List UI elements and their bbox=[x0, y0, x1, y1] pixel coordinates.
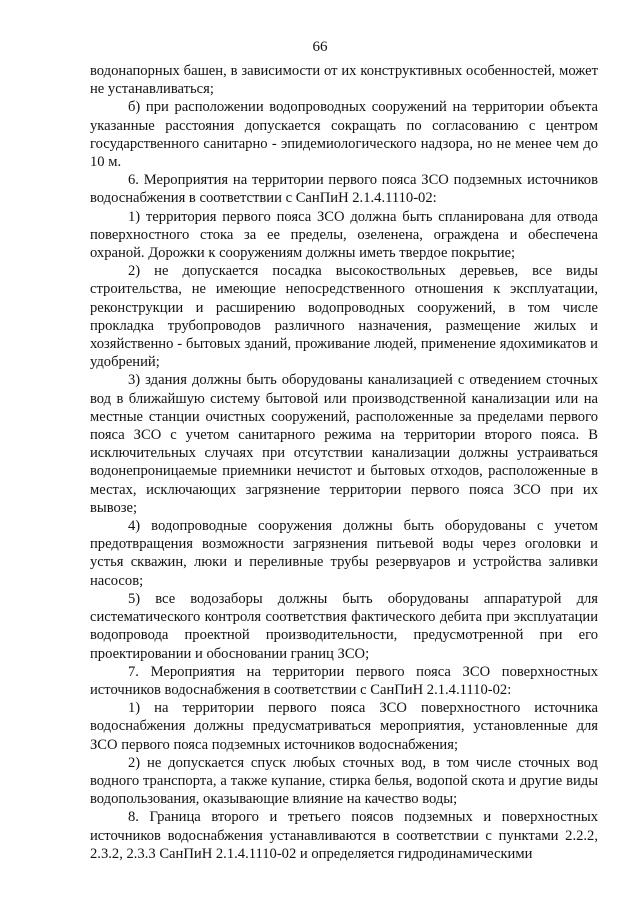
page-number: 66 bbox=[312, 39, 328, 55]
list-item-paragraph: 2) не допускается посадка высокоствольных деревьев, все виды строительства, не имеющие непосредственного отношения к эксплуатации, реконструкции и расширению водопроводных сооружений, в том числе прокладка трубопроводов различного назначения, размещение жилых и хозяйственно - бытовых зданий, проживание людей, применение ядохимикатов и удобрений; bbox=[90, 263, 598, 371]
section-heading-paragraph: 8. Граница второго и третьего поясов подземных и поверхностных источников водоснабжения устанавливаются в соответствии с пунктами 2.2.2, 2.3.2, 2.3.3 СанПиН 2.1.4.1110-02 и определяется гидродинамическими bbox=[90, 809, 598, 862]
document-body bbox=[90, 62, 598, 863]
list-item-paragraph: 3) здания должны быть оборудованы канализацией с отведением сточных вод в ближайшую систему бытовой или производственной канализации или на местные станции очистных сооружений, расположенные за пределами первого пояса ЗСО с учетом санитарного режима на территории второго пояса. В исключительных случаях при отсутствии канализации должны устраиваться водонепроницаемые приемники нечистот и бытовых отходов, расположенные в местах, исключающих загрязнение территории первого пояса ЗСО при их вывозе; bbox=[90, 372, 598, 516]
list-item-paragraph: 5) все водозаборы должны быть оборудованы аппаратурой для систематического контроля соответствия фактического дебита при эксплуатации водопровода проектной производительности, предусмотренной при его проектировании и обосновании границ ЗСО; bbox=[90, 590, 598, 662]
list-item-paragraph: 1) территория первого пояса ЗСО должна быть спланирована для отвода поверхностного стока за ее пределы, озеленена, ограждена и обеспечена охраной. Дорожки к сооружениям должны иметь твердое покрытие; bbox=[90, 208, 598, 262]
list-item-paragraph: 1) на территории первого пояса ЗСО поверхностного источника водоснабжения должны предусматриваться мероприятия, установленные для ЗСО первого пояса подземных источников водоснабжения; bbox=[90, 700, 598, 753]
list-item-paragraph: 2) не допускается спуск любых сточных вод, в том числе сточных вод водного транспорта, а также купание, стирка белья, водопой скота и другие виды водопользования, оказывающие влияние на качество воды; bbox=[90, 754, 598, 808]
section-heading-paragraph: 7. Мероприятия на территории первого пояса ЗСО поверхностных источников водоснабжения в соответствии с СанПиН 2.1.4.1110-02: bbox=[90, 663, 598, 698]
list-item-paragraph: 4) водопроводные сооружения должны быть оборудованы с учетом предотвращения возможности загрязнения питьевой воды через оголовки и устья скважин, люки и переливные трубы резервуаров и устройства заливки насосов; bbox=[90, 518, 598, 589]
paragraph: водонапорных башен, в зависимости от их конструктивных особенностей, может не устанавливаться; bbox=[90, 63, 598, 98]
section-heading-paragraph: 6. Мероприятия на территории первого пояса ЗСО подземных источников водоснабжения в соответствии с СанПиН 2.1.4.1110-02: bbox=[90, 172, 598, 207]
paragraph: б) при расположении водопроводных сооружений на территории объекта указанные расстояния допускается сокращать по согласованию с центром государственного санитарно - эпидемиологического надзора, но не менее чем до 10 м. bbox=[90, 99, 598, 171]
